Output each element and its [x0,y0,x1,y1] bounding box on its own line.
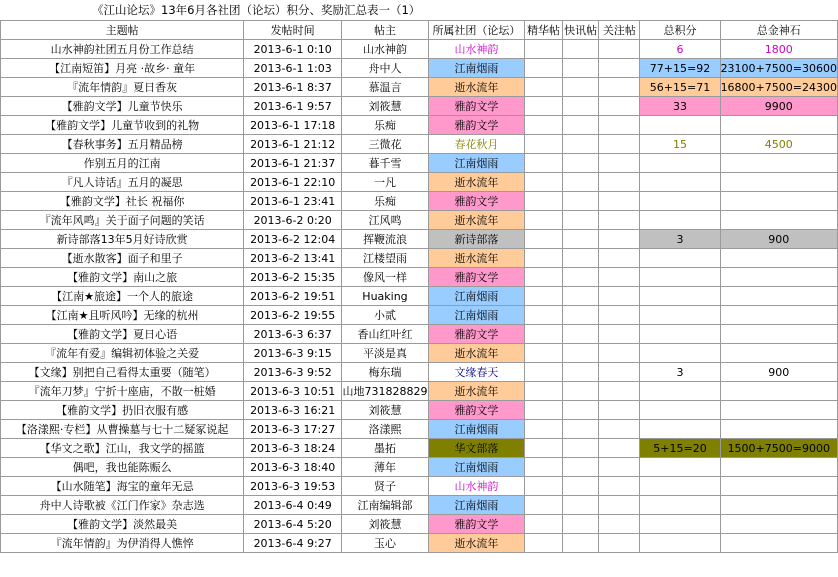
cell-subject[interactable]: 【雅韵文学】南山之旅 [1,268,244,287]
cell-club[interactable]: 逝水流年 [428,344,524,363]
cell-post-time[interactable]: 2013-6-3 6:37 [244,325,342,344]
cell-essence[interactable] [525,59,563,78]
cell-total-points[interactable]: 5+15=20 [640,439,720,458]
cell-total-stones[interactable] [720,268,837,287]
cell-total-points[interactable]: 3 [640,230,720,249]
cell-focus[interactable] [599,534,640,553]
cell-essence[interactable] [525,249,563,268]
cell-total-points[interactable] [640,173,720,192]
cell-subject[interactable]: 【雅韵文学】社长 祝福你 [1,192,244,211]
cell-total-stones[interactable] [720,192,837,211]
cell-total-points[interactable] [640,477,720,496]
cell-club[interactable]: 逝水流年 [428,534,524,553]
header-essence[interactable]: 精华帖 [525,21,563,40]
cell-subject[interactable]: 『流年风鸣』关于面子问题的笑话 [1,211,244,230]
cell-focus[interactable] [599,363,640,382]
cell-total-stones[interactable] [720,287,837,306]
cell-author[interactable]: 挥鞭流浪 [342,230,429,249]
cell-focus[interactable] [599,135,640,154]
cell-total-points[interactable] [640,458,720,477]
cell-essence[interactable] [525,268,563,287]
cell-post-time[interactable]: 2013-6-3 19:53 [244,477,342,496]
cell-subject[interactable]: 舟中人诗歌被《江门作家》杂志选 [1,496,244,515]
cell-total-points[interactable] [640,154,720,173]
cell-total-points[interactable]: 3 [640,363,720,382]
cell-author[interactable]: 乐痴 [342,116,429,135]
cell-focus[interactable] [599,344,640,363]
cell-post-time[interactable]: 2013-6-1 23:41 [244,192,342,211]
cell-news[interactable] [562,268,598,287]
header-total-stones[interactable]: 总金神石 [720,21,837,40]
cell-subject[interactable]: 【雅韵文学】夏日心语 [1,325,244,344]
cell-subject[interactable]: 『流年有爱』编辑初体验之关爱 [1,344,244,363]
cell-club[interactable]: 雅韵文学 [428,268,524,287]
cell-news[interactable] [562,344,598,363]
cell-post-time[interactable]: 2013-6-1 21:12 [244,135,342,154]
cell-focus[interactable] [599,496,640,515]
cell-post-time[interactable]: 2013-6-4 5:20 [244,515,342,534]
cell-total-stones[interactable] [720,154,837,173]
cell-subject[interactable]: 『流年情韵』为伊消得人憔悴 [1,534,244,553]
cell-total-stones[interactable] [720,477,837,496]
cell-essence[interactable] [525,192,563,211]
cell-essence[interactable] [525,439,563,458]
cell-total-stones[interactable] [720,306,837,325]
cell-post-time[interactable]: 2013-6-2 0:20 [244,211,342,230]
cell-author[interactable]: 舟中人 [342,59,429,78]
cell-post-time[interactable]: 2013-6-4 0:49 [244,496,342,515]
cell-club[interactable]: 华文部落 [428,439,524,458]
cell-total-stones[interactable]: 16800+7500=24300 [720,78,837,97]
cell-author[interactable]: 平淡是真 [342,344,429,363]
cell-subject[interactable]: 【雅韵文学】扔旧衣服有感 [1,401,244,420]
cell-post-time[interactable]: 2013-6-3 17:27 [244,420,342,439]
cell-post-time[interactable]: 2013-6-2 15:35 [244,268,342,287]
cell-total-stones[interactable] [720,325,837,344]
cell-focus[interactable] [599,268,640,287]
cell-subject[interactable]: 【雅韵文学】儿童节快乐 [1,97,244,116]
cell-total-stones[interactable] [720,458,837,477]
cell-essence[interactable] [525,78,563,97]
cell-focus[interactable] [599,287,640,306]
cell-total-points[interactable] [640,382,720,401]
cell-total-stones[interactable] [720,211,837,230]
cell-essence[interactable] [525,287,563,306]
cell-author[interactable]: 玉心 [342,534,429,553]
cell-post-time[interactable]: 2013-6-1 9:57 [244,97,342,116]
cell-subject[interactable]: 【洛漾熙·专栏】从曹操墓与七十二疑冢说起 [1,420,244,439]
cell-focus[interactable] [599,40,640,59]
cell-total-points[interactable] [640,287,720,306]
cell-news[interactable] [562,78,598,97]
score-table [0,20,838,553]
header-author[interactable]: 帖主 [342,21,429,40]
cell-news[interactable] [562,534,598,553]
cell-subject[interactable]: 『流年情韵』夏日香灰 [1,78,244,97]
cell-club[interactable]: 新诗部落 [428,230,524,249]
cell-club[interactable]: 春花秋月 [428,135,524,154]
cell-news[interactable] [562,287,598,306]
cell-club[interactable]: 江南烟雨 [428,496,524,515]
cell-total-stones[interactable]: 4500 [720,135,837,154]
cell-subject[interactable]: 山水神韵社团五月份工作总结 [1,40,244,59]
table-row [1,268,838,287]
table-row [1,363,838,382]
sheet-title: 《江山论坛》13年6月各社团（论坛）积分、奖励汇总表一（1） [92,3,421,17]
cell-total-stones[interactable] [720,515,837,534]
cell-post-time[interactable]: 2013-6-2 19:55 [244,306,342,325]
cell-total-stones[interactable] [720,344,837,363]
cell-total-points[interactable] [640,306,720,325]
cell-total-points[interactable]: 33 [640,97,720,116]
cell-essence[interactable] [525,154,563,173]
cell-essence[interactable] [525,325,563,344]
cell-post-time[interactable]: 2013-6-3 18:40 [244,458,342,477]
table-row [1,344,838,363]
table-row [1,78,838,97]
cell-club[interactable]: 逝水流年 [428,211,524,230]
cell-essence[interactable] [525,173,563,192]
cell-author[interactable]: 贤子 [342,477,429,496]
table-row [1,515,838,534]
cell-total-points[interactable] [640,192,720,211]
table-row [1,59,838,78]
table-row [1,173,838,192]
header-subject[interactable]: 主题帖 [1,21,244,40]
cell-subject[interactable]: 【江南短笛】月亮 ·故乡· 童年 [1,59,244,78]
cell-total-points[interactable] [640,211,720,230]
cell-focus[interactable] [599,78,640,97]
cell-club[interactable]: 雅韵文学 [428,192,524,211]
cell-author[interactable]: 江楼望雨 [342,249,429,268]
cell-news[interactable] [562,325,598,344]
cell-essence[interactable] [525,534,563,553]
cell-total-stones[interactable] [720,401,837,420]
cell-essence[interactable] [525,420,563,439]
cell-total-points[interactable] [640,515,720,534]
cell-author[interactable]: 梅东瑞 [342,363,429,382]
cell-subject[interactable]: 作别五月的江南 [1,154,244,173]
cell-subject[interactable]: 【江南★旅途】一个人的旅途 [1,287,244,306]
cell-news[interactable] [562,192,598,211]
cell-author[interactable]: 墨拓 [342,439,429,458]
cell-essence[interactable] [525,458,563,477]
cell-author[interactable]: 乐痴 [342,192,429,211]
cell-news[interactable] [562,173,598,192]
cell-news[interactable] [562,401,598,420]
cell-total-stones[interactable] [720,420,837,439]
cell-total-stones[interactable]: 9900 [720,97,837,116]
cell-author[interactable]: 刘筱慧 [342,401,429,420]
cell-total-points[interactable]: 15 [640,135,720,154]
cell-total-points[interactable] [640,325,720,344]
cell-club[interactable]: 江南烟雨 [428,154,524,173]
cell-subject[interactable]: 【文缘】别把自己看得太重要（随笔） [1,363,244,382]
cell-total-stones[interactable] [720,173,837,192]
cell-author[interactable]: Huaking [342,287,429,306]
cell-total-points[interactable] [640,534,720,553]
cell-news[interactable] [562,211,598,230]
cell-essence[interactable] [525,496,563,515]
cell-total-stones[interactable]: 1800 [720,40,837,59]
cell-essence[interactable] [525,306,563,325]
cell-author[interactable]: 山地731828829 [342,382,429,401]
cell-news[interactable] [562,249,598,268]
header-row [1,21,838,40]
cell-author[interactable]: 江风鸣 [342,211,429,230]
cell-total-stones[interactable]: 900 [720,230,837,249]
cell-essence[interactable] [525,363,563,382]
cell-news[interactable] [562,154,598,173]
cell-club[interactable]: 雅韵文学 [428,401,524,420]
cell-total-stones[interactable] [720,496,837,515]
cell-total-points[interactable]: 56+15=71 [640,78,720,97]
cell-news[interactable] [562,116,598,135]
table-row [1,306,838,325]
cell-focus[interactable] [599,249,640,268]
cell-focus[interactable] [599,306,640,325]
table-row [1,382,838,401]
cell-subject[interactable]: 偶吧，我也能陈赈么 [1,458,244,477]
cell-club[interactable]: 江南烟雨 [428,287,524,306]
table-row [1,135,838,154]
cell-total-points[interactable]: 6 [640,40,720,59]
cell-focus[interactable] [599,173,640,192]
cell-subject[interactable]: 新诗部落13年5月好诗欣赏 [1,230,244,249]
table-row [1,401,838,420]
cell-news[interactable] [562,515,598,534]
cell-subject[interactable]: 【雅韵文学】儿童节收到的礼物 [1,116,244,135]
cell-total-stones[interactable] [720,116,837,135]
header-club[interactable]: 所属社团（论坛） [428,21,524,40]
cell-author[interactable]: 三微花 [342,135,429,154]
cell-club[interactable]: 雅韵文学 [428,515,524,534]
cell-essence[interactable] [525,477,563,496]
cell-club[interactable]: 山水神韵 [428,40,524,59]
cell-total-points[interactable] [640,420,720,439]
cell-author[interactable]: 像风一样 [342,268,429,287]
cell-essence[interactable] [525,97,563,116]
cell-total-stones[interactable]: 1500+7500=9000 [720,439,837,458]
cell-focus[interactable] [599,420,640,439]
cell-total-stones[interactable] [720,382,837,401]
cell-news[interactable] [562,458,598,477]
cell-focus[interactable] [599,59,640,78]
cell-essence[interactable] [525,344,563,363]
cell-club[interactable]: 江南烟雨 [428,59,524,78]
cell-subject[interactable]: 【山水随笔】海宝的童年无忌 [1,477,244,496]
cell-total-points[interactable]: 77+15=92 [640,59,720,78]
table-row [1,249,838,268]
cell-author[interactable]: 一凡 [342,173,429,192]
table-row [1,192,838,211]
cell-total-points[interactable] [640,496,720,515]
cell-club[interactable]: 雅韵文学 [428,325,524,344]
header-news[interactable]: 快讯帖 [562,21,598,40]
cell-author[interactable]: 刘筱慧 [342,97,429,116]
cell-essence[interactable] [525,515,563,534]
cell-essence[interactable] [525,135,563,154]
cell-focus[interactable] [599,458,640,477]
cell-total-points[interactable] [640,116,720,135]
cell-news[interactable] [562,40,598,59]
cell-subject[interactable]: 『流年刀梦』宁折十座庙，不散一桩婚 [1,382,244,401]
table-row [1,40,838,59]
cell-club[interactable]: 逝水流年 [428,78,524,97]
table-row [1,496,838,515]
table-row [1,116,838,135]
cell-subject[interactable]: 【雅韵文学】淡然最美 [1,515,244,534]
cell-essence[interactable] [525,401,563,420]
cell-essence[interactable] [525,382,563,401]
table-row [1,287,838,306]
table-row [1,211,838,230]
cell-news[interactable] [562,382,598,401]
cell-club[interactable]: 山水神韵 [428,477,524,496]
cell-subject[interactable]: 『凡人诗话』五月的凝思 [1,173,244,192]
cell-author[interactable]: 薄年 [342,458,429,477]
cell-post-time[interactable]: 2013-6-3 16:21 [244,401,342,420]
cell-focus[interactable] [599,211,640,230]
cell-post-time[interactable]: 2013-6-4 9:27 [244,534,342,553]
cell-post-time[interactable]: 2013-6-1 22:10 [244,173,342,192]
header-total-points[interactable]: 总积分 [640,21,720,40]
cell-focus[interactable] [599,116,640,135]
cell-club[interactable]: 逝水流年 [428,249,524,268]
cell-focus[interactable] [599,325,640,344]
cell-subject[interactable]: 【逝水散客】面子和里子 [1,249,244,268]
cell-essence[interactable] [525,230,563,249]
cell-news[interactable] [562,306,598,325]
cell-news[interactable] [562,135,598,154]
cell-post-time[interactable]: 2013-6-3 9:52 [244,363,342,382]
cell-post-time[interactable]: 2013-6-1 0:10 [244,40,342,59]
cell-author[interactable]: 香山红叶红 [342,325,429,344]
cell-club[interactable]: 逝水流年 [428,173,524,192]
table-row [1,230,838,249]
cell-author[interactable]: 小贰 [342,306,429,325]
cell-news[interactable] [562,59,598,78]
cell-club[interactable]: 江南烟雨 [428,420,524,439]
cell-subject[interactable]: 【华文之歌】江山，我文学的摇篮 [1,439,244,458]
cell-focus[interactable] [599,192,640,211]
cell-post-time[interactable]: 2013-6-3 10:51 [244,382,342,401]
cell-news[interactable] [562,97,598,116]
cell-author[interactable]: 暮千雪 [342,154,429,173]
header-post-time[interactable]: 发帖时间 [244,21,342,40]
header-focus[interactable]: 关注帖 [599,21,640,40]
cell-club[interactable]: 江南烟雨 [428,458,524,477]
cell-focus[interactable] [599,401,640,420]
cell-post-time[interactable]: 2013-6-3 9:15 [244,344,342,363]
cell-subject[interactable]: 【春秋事务】五月精品榜 [1,135,244,154]
cell-focus[interactable] [599,439,640,458]
cell-club[interactable]: 江南烟雨 [428,306,524,325]
cell-author[interactable]: 慕温言 [342,78,429,97]
cell-news[interactable] [562,363,598,382]
cell-author[interactable]: 山水神韵 [342,40,429,59]
cell-news[interactable] [562,496,598,515]
cell-subject[interactable]: 【江南★且听风吟】无缘的杭州 [1,306,244,325]
cell-author[interactable]: 江南编辑部 [342,496,429,515]
cell-news[interactable] [562,230,598,249]
table-row [1,477,838,496]
cell-essence[interactable] [525,116,563,135]
cell-total-points[interactable] [640,268,720,287]
cell-focus[interactable] [599,477,640,496]
cell-post-time[interactable]: 2013-6-1 8:37 [244,78,342,97]
cell-focus[interactable] [599,515,640,534]
cell-club[interactable]: 雅韵文学 [428,97,524,116]
cell-author[interactable]: 刘筱慧 [342,515,429,534]
cell-total-points[interactable] [640,401,720,420]
cell-club[interactable]: 雅韵文学 [428,116,524,135]
table-row [1,420,838,439]
cell-total-points[interactable] [640,344,720,363]
cell-club[interactable]: 逝水流年 [428,382,524,401]
table-row [1,97,838,116]
cell-total-points[interactable] [640,249,720,268]
cell-author[interactable]: 洛漾熙 [342,420,429,439]
cell-focus[interactable] [599,230,640,249]
table-row [1,439,838,458]
cell-focus[interactable] [599,154,640,173]
cell-total-stones[interactable]: 23100+7500=30600 [720,59,837,78]
cell-post-time[interactable]: 2013-6-2 19:51 [244,287,342,306]
cell-post-time[interactable]: 2013-6-2 12:04 [244,230,342,249]
cell-focus[interactable] [599,382,640,401]
cell-focus[interactable] [599,97,640,116]
cell-total-stones[interactable]: 900 [720,363,837,382]
cell-news[interactable] [562,439,598,458]
cell-news[interactable] [562,420,598,439]
table-row [1,154,838,173]
table-row [1,325,838,344]
cell-total-stones[interactable] [720,249,837,268]
cell-post-time[interactable]: 2013-6-1 1:03 [244,59,342,78]
table-row [1,458,838,477]
cell-post-time[interactable]: 2013-6-1 21:37 [244,154,342,173]
table-row [1,534,838,553]
cell-news[interactable] [562,477,598,496]
cell-essence[interactable] [525,211,563,230]
cell-post-time[interactable]: 2013-6-2 13:41 [244,249,342,268]
cell-post-time[interactable]: 2013-6-1 17:18 [244,116,342,135]
cell-essence[interactable] [525,40,563,59]
cell-post-time[interactable]: 2013-6-3 18:24 [244,439,342,458]
cell-total-stones[interactable] [720,534,837,553]
cell-club[interactable]: 文缘春天 [428,363,524,382]
